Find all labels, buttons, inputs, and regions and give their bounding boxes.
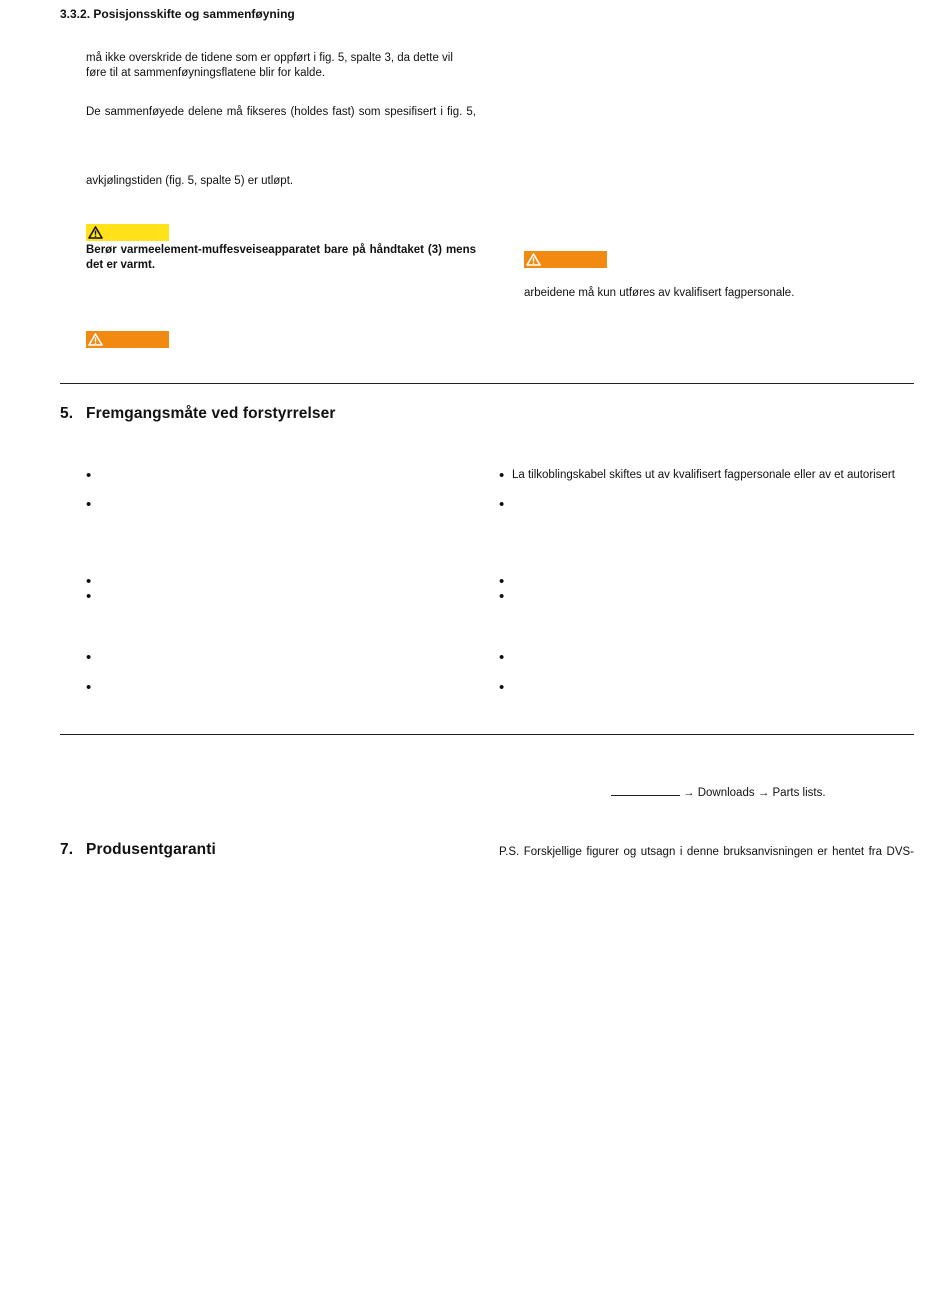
list-item: La tilkoblingskabel skiftes ut av kvalifisert fagpersonale eller av et autorisert — [512, 469, 895, 481]
section-title: Produsentgaranti — [86, 841, 216, 858]
section-5-heading — [60, 405, 335, 423]
link-placeholder-line — [611, 785, 680, 796]
parts-lists-link[interactable]: Parts lists. — [772, 787, 826, 799]
downloads-link[interactable]: Downloads — [697, 787, 755, 799]
section-number: 5. — [60, 405, 74, 422]
bullet-dot: • — [86, 467, 92, 484]
paragraph-fixing: De sammenføyede delene må fikseres (holdes fast) som spesifisert i fig. 5, — [86, 106, 476, 118]
bullet-dot: • — [499, 467, 505, 484]
bullet-dot: • — [86, 649, 92, 666]
section-number: 7. — [60, 841, 74, 858]
section-7-heading — [60, 841, 216, 859]
arrow-glyph: → — [757, 787, 770, 799]
parts-list-path — [611, 785, 826, 801]
warning-triangle-icon — [526, 253, 541, 266]
bullet-dot: • — [86, 588, 92, 605]
ps-note: P.S. Forskjellige figurer og utsagn i denne bruksanvisningen er hentet fra DVS- — [499, 846, 914, 858]
bullet-dot: • — [86, 573, 92, 590]
paragraph-cooling: avkjølingstiden (fig. 5, spalte 5) er utløpt. — [86, 175, 294, 187]
warning-badge-right — [524, 251, 607, 268]
paragraph-time-limit: må ikke overskride de tidene som er oppført i fig. 5, spalte 3, da dette vil føre til at sammenføyningsflatene blir for kalde. — [86, 52, 453, 79]
warning-text: arbeidene må kun utføres av kvalifisert fagpersonale. — [524, 287, 795, 299]
section-title: 3.3.2. Posisjonsskifte og sammenføyning — [60, 7, 295, 21]
bullet-dot: • — [499, 588, 505, 605]
bullet-dot: • — [499, 496, 505, 513]
caution-text: Berør varmeelement-muffesveiseapparatet bare på håndtaket (3) mens det er varmt. — [86, 244, 476, 271]
caution-badge — [86, 224, 169, 241]
bullet-dot: • — [499, 649, 505, 666]
warning-badge-left — [86, 331, 169, 348]
warning-triangle-icon — [88, 226, 103, 239]
section-title: Fremgangsmåte ved forstyrrelser — [86, 405, 336, 422]
section-divider — [60, 734, 914, 735]
warning-triangle-icon — [88, 333, 103, 346]
bullet-dot: • — [86, 679, 92, 696]
bullet-dot: • — [499, 573, 505, 590]
arrow-glyph: → — [683, 787, 695, 799]
bullet-dot: • — [86, 496, 92, 513]
bullet-dot: • — [499, 679, 505, 696]
section-divider — [60, 383, 914, 384]
